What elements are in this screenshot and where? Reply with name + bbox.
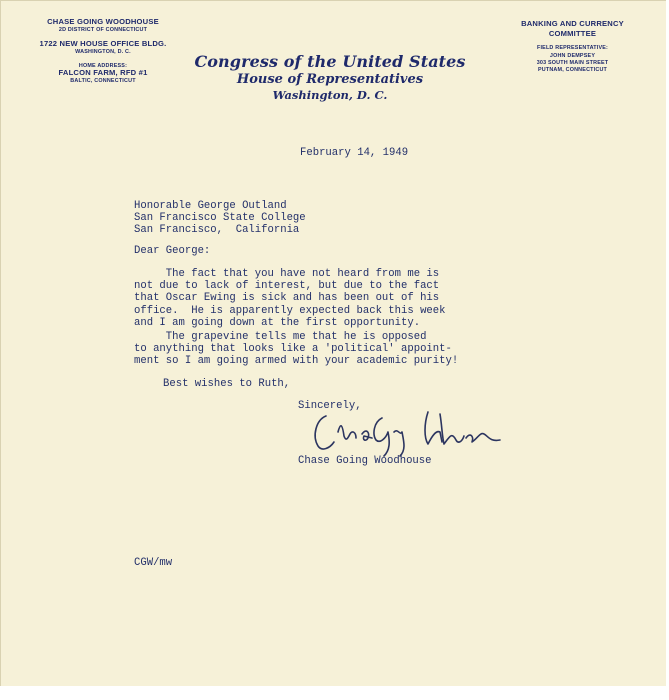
signature-drawing <box>310 402 510 458</box>
salutation: Dear George: <box>134 245 211 257</box>
home-address-line2: BALTIC, CONNECTICUT <box>70 78 136 84</box>
recipient-city: San Francisco, California <box>134 224 300 237</box>
masthead-congress: Congress of the United States <box>194 52 466 71</box>
paragraph-1-line: that Oscar Ewing is sick and has been out of his <box>134 292 440 305</box>
paragraph-2-line: to anything that looks like a 'political' appoint- <box>134 343 452 356</box>
letterhead-left <box>28 18 178 84</box>
sender-district: 2D DISTRICT OF CONNECTICUT <box>58 26 148 33</box>
sign-off: Sincerely, <box>298 400 362 412</box>
home-address-label: HOME ADDRESS: <box>78 63 128 69</box>
recipient-address <box>134 200 306 237</box>
sender-city: WASHINGTON, D. C. <box>75 48 131 55</box>
recipient-name: Honorable George Outland <box>134 200 287 212</box>
paragraph-2-line: The grapevine tells me that he is opposed <box>134 331 427 343</box>
masthead <box>170 52 490 103</box>
masthead-city: Washington, D. C. <box>272 88 388 102</box>
letterhead-right <box>505 20 640 74</box>
recipient-org: San Francisco State College <box>134 212 306 225</box>
paragraph-1-line: not due to lack of interest, but due to the fact <box>134 280 440 293</box>
typist-initials: CGW/mw <box>134 557 173 569</box>
field-rep-street: 303 SOUTH MAIN STREET <box>536 60 609 66</box>
committee-line1: BANKING AND CURRENCY <box>521 19 624 28</box>
field-rep-city: PUTNAM, CONNECTICUT <box>537 67 608 74</box>
sender-name: CHASE GOING WOODHOUSE <box>47 17 159 26</box>
paragraph-1 <box>134 268 446 329</box>
masthead-house: House of Representatives <box>236 72 424 87</box>
letter-date: February 14, 1949 <box>300 147 409 159</box>
home-address-line1: FALCON FARM, RFD #1 <box>58 68 148 78</box>
paragraph-2 <box>134 331 458 368</box>
field-rep-name: JOHN DEMPSEY <box>549 52 596 59</box>
handwritten-signature <box>310 402 510 458</box>
sender-office: 1722 NEW HOUSE OFFICE BLDG. <box>39 39 167 48</box>
closing-line: Best wishes to Ruth, <box>163 378 291 390</box>
paragraph-1-line: The fact that you have not heard from me is <box>134 268 440 280</box>
paragraph-1-line: and I am going down at the first opportunity. <box>134 316 421 329</box>
signature-name: Chase Going Woodhouse <box>298 455 432 467</box>
paragraph-1-line: office. He is apparently expected back this week <box>134 304 446 317</box>
paragraph-2-line: ment so I am going armed with your academic purity! <box>134 355 459 368</box>
field-rep-label: FIELD REPRESENTATIVE: <box>536 45 609 52</box>
committee-line2: COMMITTEE <box>548 28 597 38</box>
